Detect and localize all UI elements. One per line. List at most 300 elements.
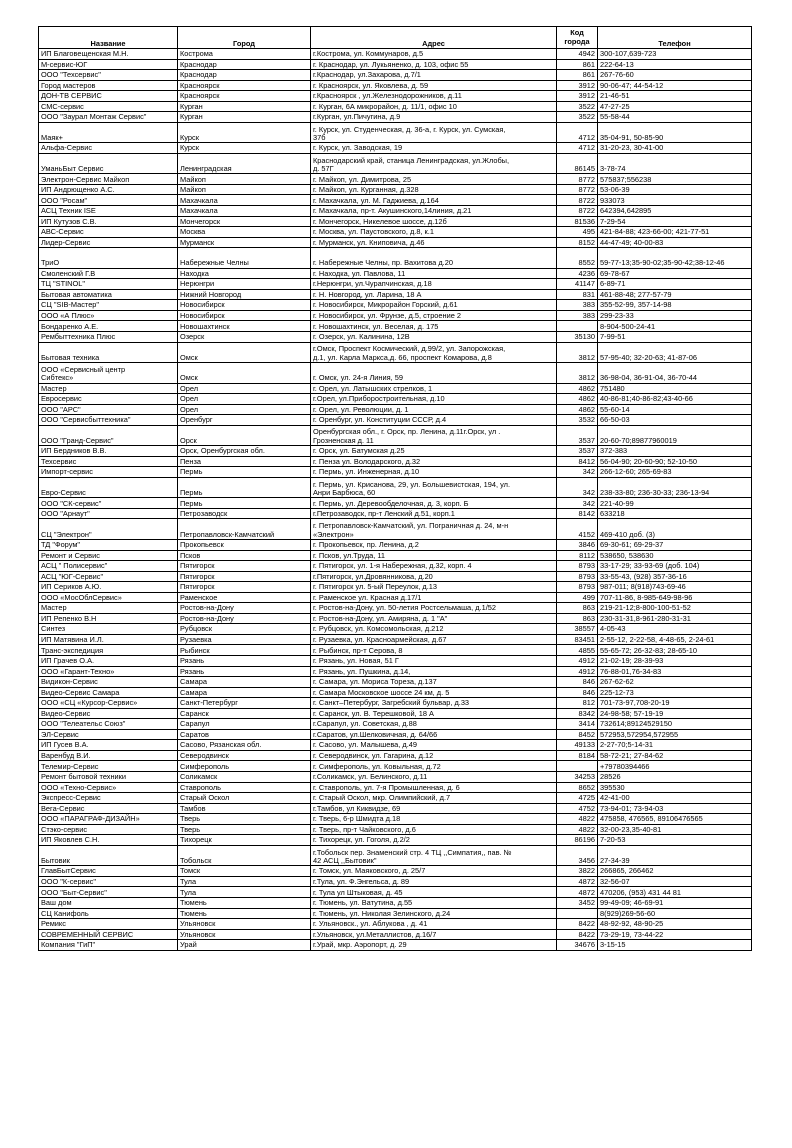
cell-address: г.Урай, мкр. Аэропорт, д. 29: [311, 940, 557, 951]
cell-name: ООО «Сервисный центр Сибтекс»: [39, 363, 178, 384]
cell-address: г. Раменское ул. Красная д.17/1: [311, 592, 557, 603]
table-row: [39, 687, 752, 698]
cell-name: СМС-сервис: [39, 101, 178, 112]
table-row: [39, 153, 752, 174]
cell-address: г. Тихорецк, ул. Гоголя, д.2/2: [311, 835, 557, 846]
cell-code: 342: [557, 498, 598, 509]
cell-code: 3812: [557, 363, 598, 384]
cell-code: 4152: [557, 519, 598, 540]
cell-phone: 266865, 266462: [598, 866, 752, 877]
table-row: [39, 477, 752, 498]
cell-address: г. Орск, ул. Батумская д.25: [311, 446, 557, 457]
cell-address: г. Новошахтинск, ул. Веселая, д. 175: [311, 321, 557, 332]
cell-address: г. Курск, ул. Студенческая, д. 36-а, г. Курск, ул. Сумская, 37б: [311, 122, 557, 143]
cell-phone: 48-92-92, 48-90-25: [598, 919, 752, 930]
table-row: [39, 634, 752, 645]
cell-phone: 2-55-12, 2-22-58, 4-48-65, 2-24-61: [598, 634, 752, 645]
table-row: [39, 835, 752, 846]
cell-phone: 58-72-21; 27-84-62: [598, 750, 752, 761]
cell-name: ООО "Росам": [39, 195, 178, 206]
cell-code: 3522: [557, 101, 598, 112]
cell-code: 4822: [557, 824, 598, 835]
cell-name: ООО "Гранд-Сервис": [39, 425, 178, 446]
cell-code: 3846: [557, 539, 598, 550]
cell-address: г. Тула ул Штыковая, д. 45: [311, 887, 557, 898]
table-row: [39, 771, 752, 782]
table-row: [39, 613, 752, 624]
cell-name: Город мастеров: [39, 80, 178, 91]
cell-phone: 238-33-80; 236-30-33; 236-13-94: [598, 477, 752, 498]
cell-address: г.Петрозаводск, пр-т Ленский д.51, корп.1: [311, 508, 557, 519]
cell-code: 495: [557, 227, 598, 238]
cell-phone: 372-383: [598, 446, 752, 457]
cell-address: г. Саранск, ул. В. Терешковой, 18 А: [311, 708, 557, 719]
cell-address: г. Ростов-на-Дону, ул. 50-летия Ростсельмаша, д.1/52: [311, 603, 557, 614]
header-address: Адрес: [311, 27, 557, 49]
cell-city: Орск: [178, 425, 311, 446]
cell-phone: 8-904-500-24-41: [598, 321, 752, 332]
cell-code: 3537: [557, 425, 598, 446]
cell-name: ООО «ПАРАГРАФ-ДИЗАЙН»: [39, 814, 178, 825]
table-row: [39, 582, 752, 593]
cell-address: г. Махачкала, ул. М. Гаджиева, д.164: [311, 195, 557, 206]
cell-phone: 53-06-39: [598, 184, 752, 195]
cell-code: 3452: [557, 897, 598, 908]
table-row: [39, 550, 752, 561]
table-row: [39, 112, 752, 123]
cell-name: Экспресс-Сервис: [39, 793, 178, 804]
cell-name: ИП Грачев О.А.: [39, 655, 178, 666]
table-row: [39, 279, 752, 290]
cell-phone: 33-17-29; 33-93-69 (доб. 104): [598, 561, 752, 572]
cell-phone: 701-73-97,708-20-19: [598, 698, 752, 709]
cell-code: 8652: [557, 782, 598, 793]
cell-city: Ленинградская: [178, 153, 311, 174]
cell-phone: 7-20-53: [598, 835, 752, 846]
cell-phone: 99-49-09; 46-69-91: [598, 897, 752, 908]
cell-address: г. Н. Новгород, ул. Ларина, 18 А: [311, 289, 557, 300]
cell-address: г. Рубцовск, ул. Комсомольская, д.212: [311, 624, 557, 635]
cell-phone: 73-29-19, 73-44-22: [598, 929, 752, 940]
cell-address: г. Мурманск, ул. Книповича, д.46: [311, 237, 557, 248]
cell-address: г. Пермь, ул. Крисанова, 29, ул. Большевистская, 194, ул. Анри Барбюса, 60: [311, 477, 557, 498]
cell-address: г. Махачкала, пр-т. Акушинского,14линия, д.21: [311, 206, 557, 217]
cell-phone: 40-86-81;40-86-82;43-40-66: [598, 394, 752, 405]
cell-city: Краснодар: [178, 59, 311, 70]
cell-name: Ваш дом: [39, 897, 178, 908]
cell-code: 4872: [557, 887, 598, 898]
cell-address: г.Кострома, ул. Коммунаров, д.5: [311, 49, 557, 60]
cell-address: г. Пермь, ул. Деревообделочная, д. 3, корп. Б: [311, 498, 557, 509]
cell-city: Омск: [178, 342, 311, 363]
cell-name: ЭЛ-Сервис: [39, 729, 178, 740]
table-row: [39, 383, 752, 394]
cell-city: Соликамск: [178, 771, 311, 782]
cell-name: Бытовик: [39, 845, 178, 866]
cell-city: Тверь: [178, 824, 311, 835]
cell-address: г. Новосибирск, Микрорайон Горский, д.61: [311, 300, 557, 311]
cell-name: Вега-Сервис: [39, 803, 178, 814]
cell-city: Саратов: [178, 729, 311, 740]
table-row: [39, 940, 752, 951]
cell-city: Псков: [178, 550, 311, 561]
cell-city: Рубцовск: [178, 624, 311, 635]
cell-name: ООО «А Плюс»: [39, 310, 178, 321]
cell-name: Стэко-сервис: [39, 824, 178, 835]
cell-address: г. Новосибирск, ул. Фрунзе, д.5, строение 2: [311, 310, 557, 321]
cell-code: 8452: [557, 729, 598, 740]
table-row: [39, 456, 752, 467]
cell-code: 4862: [557, 404, 598, 415]
cell-city: Тамбов: [178, 803, 311, 814]
cell-city: Рязань: [178, 655, 311, 666]
cell-phone: 59-77-13;35-90-02;35-90-42;38-12-46: [598, 248, 752, 269]
cell-phone: 266-12-60; 265-69-83: [598, 467, 752, 478]
cell-name: ООО "Быт-Сервис": [39, 887, 178, 898]
cell-name: Варенбуд В.И.: [39, 750, 178, 761]
cell-address: г. Оренбург, ул. Конституции СССР, д.4: [311, 415, 557, 426]
cell-city: Орел: [178, 394, 311, 405]
cell-name: Мастер: [39, 383, 178, 394]
cell-code: 49133: [557, 740, 598, 751]
cell-city: Озерск: [178, 331, 311, 342]
table-row: [39, 122, 752, 143]
cell-phone: 66-50-03: [598, 415, 752, 426]
cell-address: г. Ростов-на-Дону, ул. Амиряна, д. 1 "А": [311, 613, 557, 624]
cell-address: г. Красноярск, ул. Яковлева, д. 59: [311, 80, 557, 91]
cell-city: Ульяновск: [178, 919, 311, 930]
cell-phone: 633218: [598, 508, 752, 519]
cell-name: Видикон-Сервис: [39, 677, 178, 688]
cell-city: Пенза: [178, 456, 311, 467]
cell-address: г. Майкоп, ул. Димитрова, 25: [311, 174, 557, 185]
cell-phone: 35-04-91, 50-85-90: [598, 122, 752, 143]
cell-city: Пермь: [178, 477, 311, 498]
table-row: [39, 793, 752, 804]
cell-name: ИП Сериков А.Ю.: [39, 582, 178, 593]
cell-code: 863: [557, 603, 598, 614]
table-row: [39, 342, 752, 363]
cell-phone: 575837;556238: [598, 174, 752, 185]
table-row: [39, 363, 752, 384]
table-row: [39, 571, 752, 582]
cell-address: г. Озерск, ул. Калинина, 12В: [311, 331, 557, 342]
cell-phone: 90-06-47; 44-54-12: [598, 80, 752, 91]
cell-address: г. Рязань, ул. Пушкина, д.14,: [311, 666, 557, 677]
cell-address: г. Прокопьевск, пр. Ленина, д.2: [311, 539, 557, 550]
cell-city: Краснодар: [178, 70, 311, 81]
cell-city: Рыбинск: [178, 645, 311, 656]
cell-phone: 44-47-49; 40-00-83: [598, 237, 752, 248]
table-row: [39, 331, 752, 342]
cell-city: Омск: [178, 363, 311, 384]
cell-code: 8152: [557, 237, 598, 248]
cell-city: Тверь: [178, 814, 311, 825]
cell-phone: 222-64-13: [598, 59, 752, 70]
cell-city: Тобольск: [178, 845, 311, 866]
cell-code: 4712: [557, 122, 598, 143]
cell-phone: 69-30-61; 69-29-37: [598, 539, 752, 550]
cell-name: Видео-Сервис: [39, 708, 178, 719]
table-row: [39, 446, 752, 457]
table-row: [39, 897, 752, 908]
cell-phone: 732614;89124529150: [598, 719, 752, 730]
cell-code: 3822: [557, 866, 598, 877]
cell-address: г. Рыбинск, пр-т Серова, 8: [311, 645, 557, 656]
cell-name: Импорт-сервис: [39, 467, 178, 478]
cell-phone: 421-84-88; 423-66-00; 421-77-51: [598, 227, 752, 238]
cell-address: г. Петропавловск-Камчатский, ул. Пограничная д. 24, м-н «Электрон»: [311, 519, 557, 540]
cell-address: г. Тверь, 6-р Шмидта д.18: [311, 814, 557, 825]
cell-city: Тихорецк: [178, 835, 311, 846]
cell-name: ИП Матявина И.Л.: [39, 634, 178, 645]
service-centers-table: [38, 26, 752, 951]
cell-city: Майкоп: [178, 174, 311, 185]
table-row: [39, 310, 752, 321]
cell-code: 4855: [557, 645, 598, 656]
cell-phone: 475858, 476565, 89106476565: [598, 814, 752, 825]
header-name: Название: [39, 27, 178, 49]
cell-phone: +79780394466: [598, 761, 752, 772]
cell-name: ООО «Техно-Сервис»: [39, 782, 178, 793]
cell-code: 4862: [557, 383, 598, 394]
cell-phone: 3-15-15: [598, 940, 752, 951]
table-row: [39, 321, 752, 332]
table-row: [39, 206, 752, 217]
cell-address: г. Псков, ул.Труда, 11: [311, 550, 557, 561]
cell-city: Набережные Челны: [178, 248, 311, 269]
cell-name: ООО «МосОблСервис»: [39, 592, 178, 603]
cell-name: ООО «Гарант-Техно»: [39, 666, 178, 677]
cell-code: 35130: [557, 331, 598, 342]
table-row: [39, 498, 752, 509]
cell-address: г. Старый Оскол, мкр. Олимпийский, д.7: [311, 793, 557, 804]
cell-name: Мастер: [39, 603, 178, 614]
cell-city: Пятигорск: [178, 561, 311, 572]
cell-name: АСЦ Техник ISE: [39, 206, 178, 217]
cell-address: г. Курган, 6А микрорайон, д. 11/1, офис 10: [311, 101, 557, 112]
cell-name: Синтез: [39, 624, 178, 635]
table-row: [39, 929, 752, 940]
cell-name: ТД "Форум": [39, 539, 178, 550]
table-row: [39, 655, 752, 666]
cell-phone: 56-04-90; 20-60-90; 52-10-50: [598, 456, 752, 467]
cell-code: 8722: [557, 206, 598, 217]
cell-name: Маяк+: [39, 122, 178, 143]
cell-name: ТриО: [39, 248, 178, 269]
cell-city: Оренбург: [178, 415, 311, 426]
cell-code: 8342: [557, 708, 598, 719]
table-row: [39, 729, 752, 740]
cell-address: г.Сарапул, ул. Советская, д.88: [311, 719, 557, 730]
cell-phone: 470206, (953) 431 44 81: [598, 887, 752, 898]
cell-city: Майкоп: [178, 184, 311, 195]
cell-city: Нижний Новгород: [178, 289, 311, 300]
table-row: [39, 592, 752, 603]
cell-phone: 299-23-33: [598, 310, 752, 321]
cell-city: Северодвинск: [178, 750, 311, 761]
cell-city: Новошахтинск: [178, 321, 311, 332]
cell-address: г.Тула, ул. Ф.Энгельса, д. 89: [311, 876, 557, 887]
cell-name: Бондаренко А.Е.: [39, 321, 178, 332]
cell-phone: 21-02-19; 28-39-93: [598, 655, 752, 666]
cell-code: 4872: [557, 876, 598, 887]
cell-name: Евросервис: [39, 394, 178, 405]
cell-name: УманьБыт Сервис: [39, 153, 178, 174]
cell-address: г. Пенза ул. Володарского, д.32: [311, 456, 557, 467]
cell-code: 846: [557, 687, 598, 698]
cell-code: 4712: [557, 143, 598, 154]
table-row: [39, 539, 752, 550]
table-row: [39, 248, 752, 269]
cell-code: 383: [557, 310, 598, 321]
cell-address: г.Тобольск пер. Знаменский стр. 4 ТЦ ,,Симпатия,, пав. № 42 АСЦ ,,Бытовик": [311, 845, 557, 866]
table-row: [39, 184, 752, 195]
cell-code: 8772: [557, 174, 598, 185]
cell-phone: 395530: [598, 782, 752, 793]
cell-city: Ульяновск: [178, 929, 311, 940]
cell-city: Раменское: [178, 592, 311, 603]
table-row: [39, 740, 752, 751]
cell-name: ИП Благовещенская М.Н.: [39, 49, 178, 60]
cell-phone: 2-27-70;5-14-31: [598, 740, 752, 751]
cell-code: 4912: [557, 655, 598, 666]
cell-name: Техсервис: [39, 456, 178, 467]
cell-code: 3537: [557, 446, 598, 457]
cell-address: г. Мончегорск, Никелевое шоссе, д.12б: [311, 216, 557, 227]
cell-phone: 47-27-25: [598, 101, 752, 112]
cell-code: 383: [557, 300, 598, 311]
table-row: [39, 803, 752, 814]
cell-phone: 32-56-07: [598, 876, 752, 887]
cell-phone: 267-76-60: [598, 70, 752, 81]
cell-city: Москва: [178, 227, 311, 238]
cell-address: Краснодарский край, станица Ленинградская, ул.Жлобы, д. 57Г: [311, 153, 557, 174]
cell-phone: 55-60-14: [598, 404, 752, 415]
cell-phone: 42-41-00: [598, 793, 752, 804]
table-row: [39, 49, 752, 60]
cell-city: Мончегорск: [178, 216, 311, 227]
cell-city: Красноярск: [178, 91, 311, 102]
table-row: [39, 80, 752, 91]
cell-name: ООО "Техсервис": [39, 70, 178, 81]
cell-name: Ремикс: [39, 919, 178, 930]
cell-name: ИП Репенко В.Н: [39, 613, 178, 624]
cell-city: Находка: [178, 268, 311, 279]
cell-code: 342: [557, 477, 598, 498]
cell-city: Сасово, Рязанская обл.: [178, 740, 311, 751]
cell-name: СЦ Канифоль: [39, 908, 178, 919]
cell-address: г. Пятигорск, ул. 1-я Набережная, д.32, корп. 4: [311, 561, 557, 572]
table-row: [39, 624, 752, 635]
cell-address: г. Симферополь, ул. Ковыльная, д.72: [311, 761, 557, 772]
cell-code: 41147: [557, 279, 598, 290]
table-row: [39, 268, 752, 279]
cell-address: г. Северодвинск, ул. Гагарина, д.12: [311, 750, 557, 761]
cell-city: Новосибирск: [178, 310, 311, 321]
cell-city: Пермь: [178, 467, 311, 478]
cell-phone: 57-95-40; 32-20-63; 41-87-06: [598, 342, 752, 363]
cell-phone: 32-00-23,35-40-81: [598, 824, 752, 835]
cell-code: 4752: [557, 803, 598, 814]
cell-name: ООО "АРС": [39, 404, 178, 415]
cell-city: Прокопьевск: [178, 539, 311, 550]
cell-code: 81536: [557, 216, 598, 227]
cell-code: 3912: [557, 91, 598, 102]
cell-city: Старый Оскол: [178, 793, 311, 804]
cell-city: Тула: [178, 876, 311, 887]
cell-name: Компания "ГиП": [39, 940, 178, 951]
cell-phone: 8(929)269-56-60: [598, 908, 752, 919]
cell-city: Курган: [178, 101, 311, 112]
cell-city: Пятигорск: [178, 582, 311, 593]
cell-name: Электрон-Сервис Майкоп: [39, 174, 178, 185]
cell-address: г. Ульяновск., ул. Аблукова , д. 41: [311, 919, 557, 930]
cell-code: [557, 908, 598, 919]
cell-code: 8422: [557, 919, 598, 930]
table-row: [39, 708, 752, 719]
cell-address: г. Орел, ул. Революции, д. 1: [311, 404, 557, 415]
cell-address: г. Набережные Челны, пр. Вахитова д.20: [311, 248, 557, 269]
cell-name: ДОН-ТВ СЕРВИС: [39, 91, 178, 102]
cell-code: 4822: [557, 814, 598, 825]
cell-code: 34676: [557, 940, 598, 951]
cell-address: г. Ставрополь, ул. 7-я Промышленная, д. 6: [311, 782, 557, 793]
cell-code: 8772: [557, 184, 598, 195]
cell-phone: 230-31-31,8-961-280-31-31: [598, 613, 752, 624]
cell-phone: 55-65-72; 26-32-83; 28-65-10: [598, 645, 752, 656]
cell-code: 8422: [557, 929, 598, 940]
cell-address: г. Пятигорск ул. 5-ый Переулок, д.13: [311, 582, 557, 593]
table-row: [39, 237, 752, 248]
cell-code: 831: [557, 289, 598, 300]
cell-phone: 355-52-99, 357-14-98: [598, 300, 752, 311]
cell-address: г. Тюмень, ул. Ватутина, д.55: [311, 897, 557, 908]
cell-name: Видео-Сервис Самара: [39, 687, 178, 698]
cell-code: 863: [557, 613, 598, 624]
cell-name: Смоленский Г.В: [39, 268, 178, 279]
table-row: [39, 824, 752, 835]
table-row: [39, 70, 752, 81]
cell-address: г. Москва, ул. Паустовского, д.8, к.1: [311, 227, 557, 238]
cell-address: г. Пермь, ул. Инженерная, д.10: [311, 467, 557, 478]
cell-name: ИП Кутузов С.В.: [39, 216, 178, 227]
cell-code: 861: [557, 59, 598, 70]
cell-city: Урай: [178, 940, 311, 951]
cell-city: Новосибирск: [178, 300, 311, 311]
header-phone: Телефон: [598, 27, 752, 49]
cell-city: Курск: [178, 122, 311, 143]
cell-city: Тула: [178, 887, 311, 898]
cell-address: г.Пятигорск, ул.Дровянникова, д.20: [311, 571, 557, 582]
cell-address: г. Находка, ул. Павлова, 11: [311, 268, 557, 279]
cell-city: Орел: [178, 404, 311, 415]
table-row: [39, 698, 752, 709]
cell-city: Пермь: [178, 498, 311, 509]
cell-code: 86145: [557, 153, 598, 174]
cell-code: 8412: [557, 456, 598, 467]
cell-code: 8142: [557, 508, 598, 519]
cell-address: Оренбургская обл., г. Орск, пр. Ленина, д.11г.Орск, ул . Грозненская д. 11: [311, 425, 557, 446]
cell-address: г.Тамбов, ул Киквидзе, 69: [311, 803, 557, 814]
header-code: Код города: [557, 27, 598, 49]
cell-phone: 300-107,639-723: [598, 49, 752, 60]
cell-phone: 221-40-99: [598, 498, 752, 509]
table-row: [39, 887, 752, 898]
cell-code: 3456: [557, 845, 598, 866]
cell-city: Санкт-Петербург: [178, 698, 311, 709]
cell-code: 8793: [557, 571, 598, 582]
